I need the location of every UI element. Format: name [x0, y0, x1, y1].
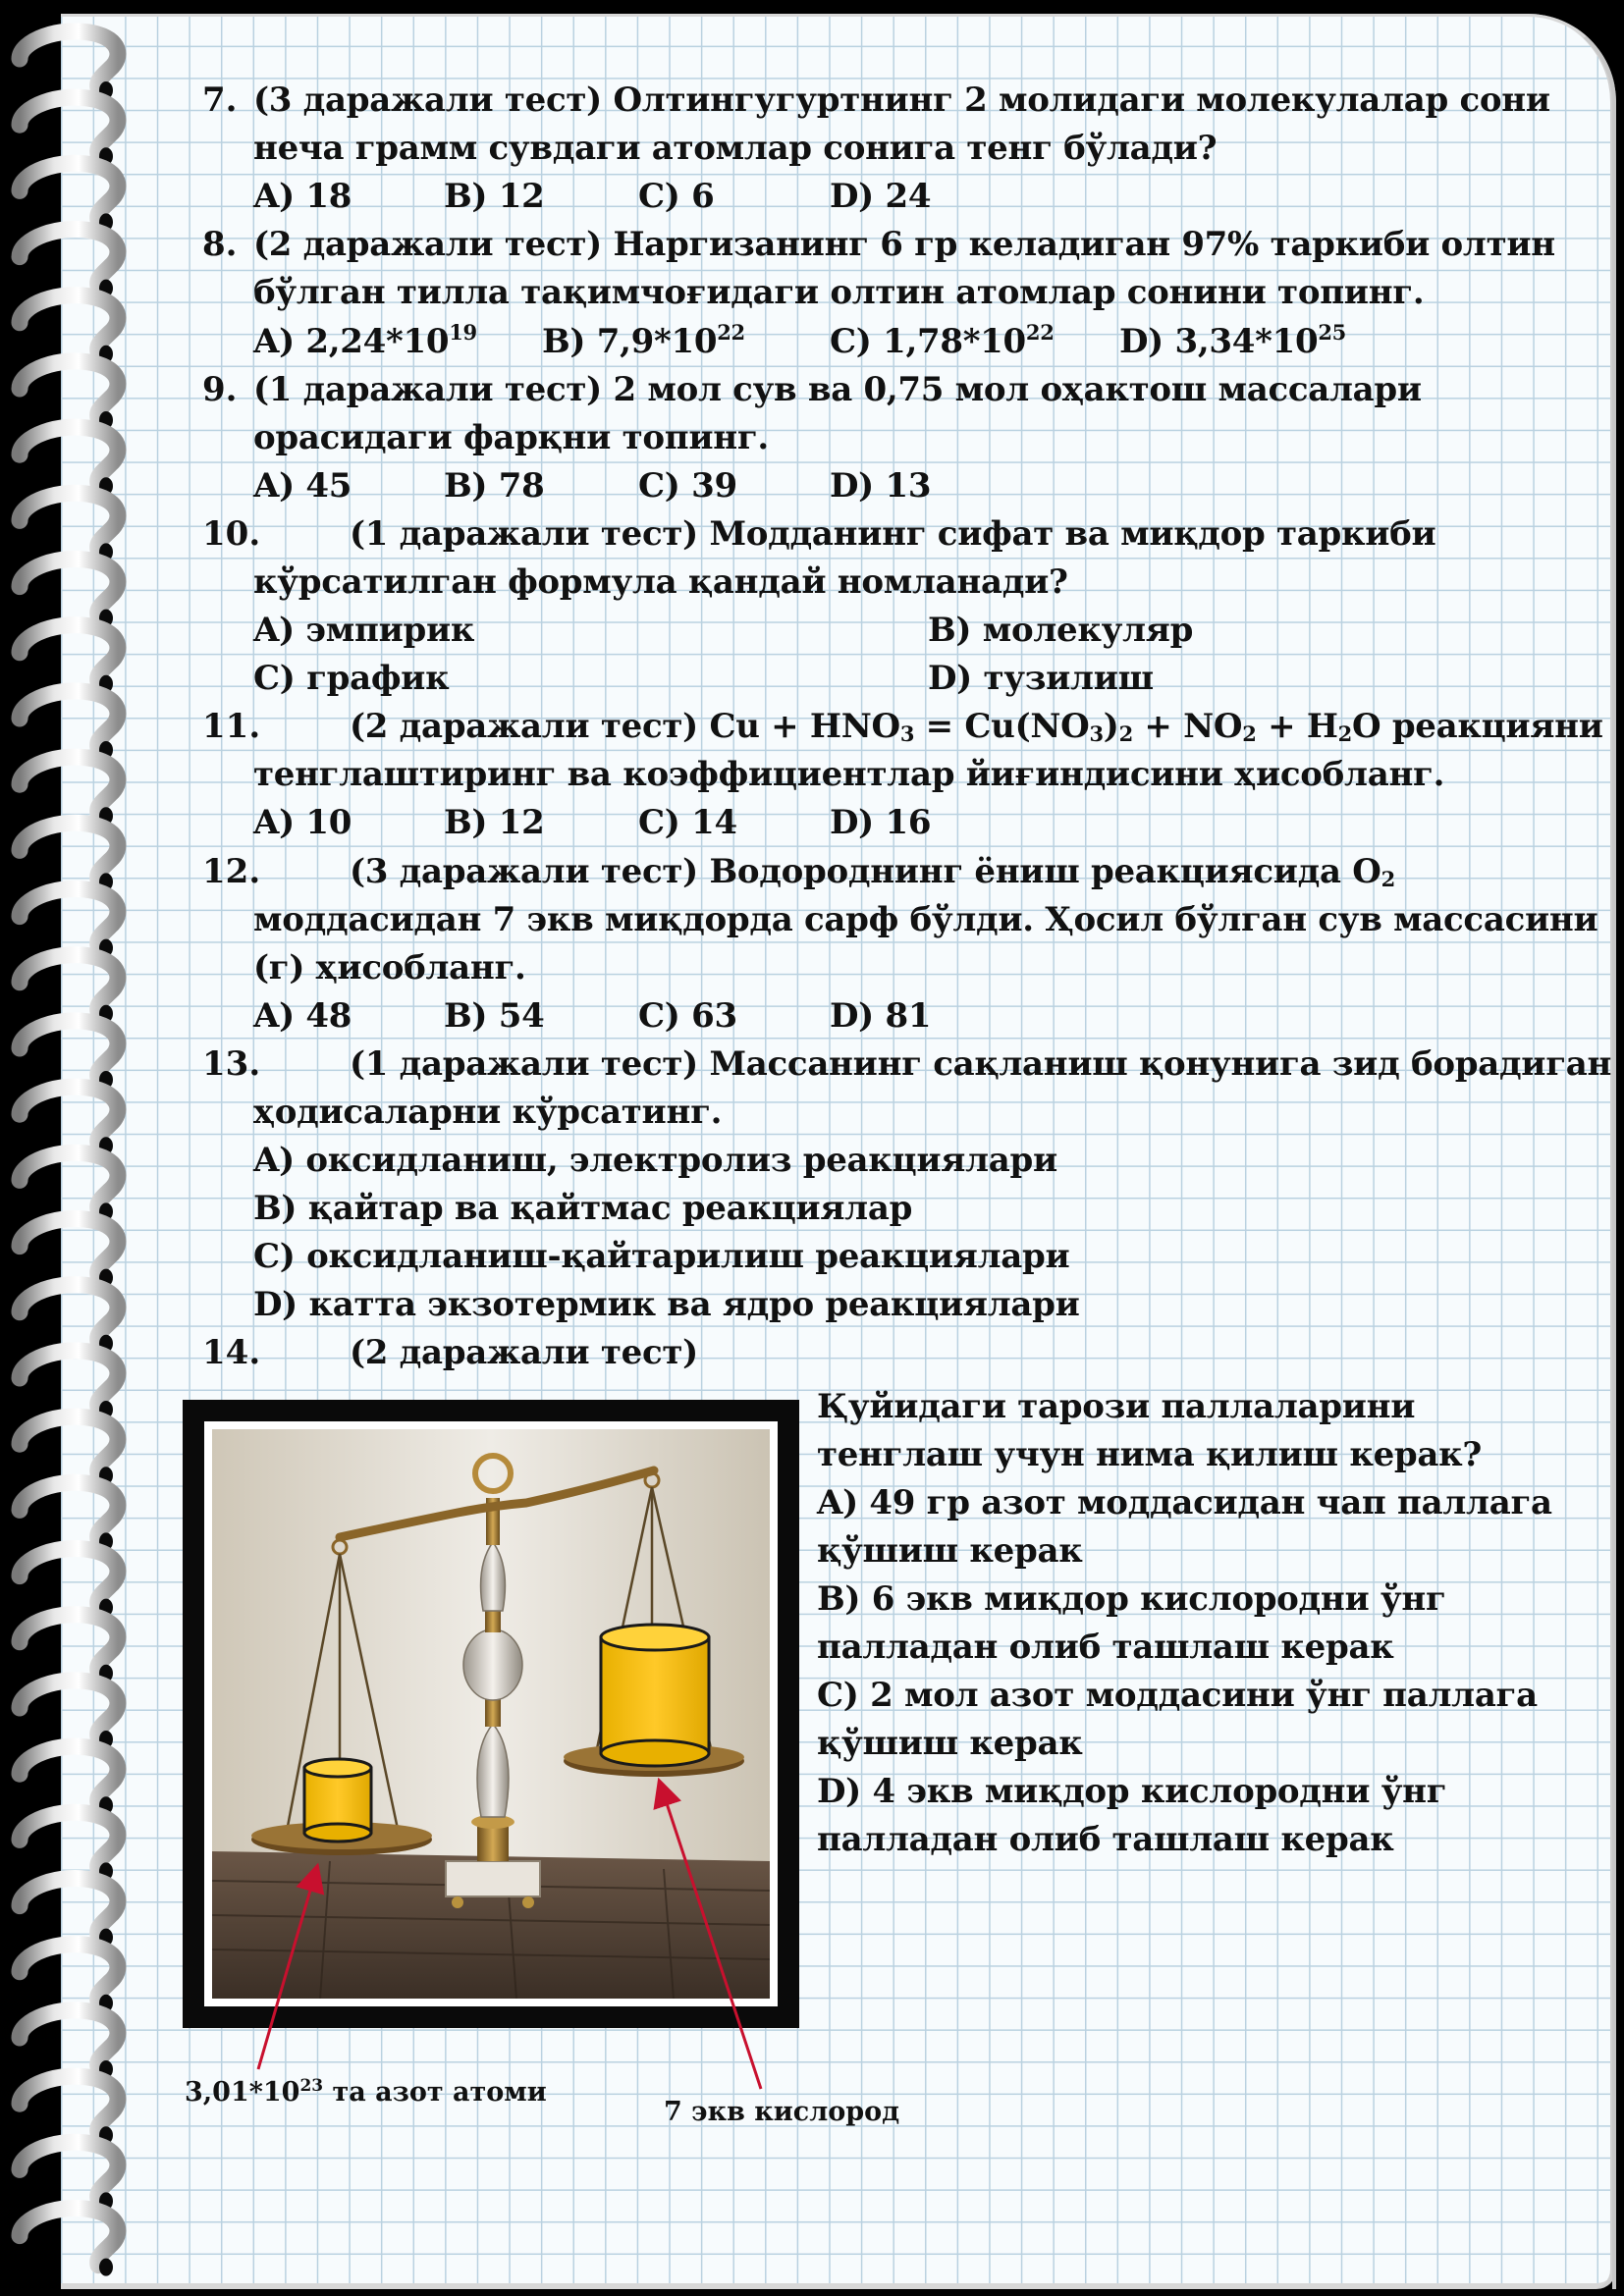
arrow-to-left-cylinder [258, 1877, 314, 2069]
question-13-stem-line2: ҳодисаларни кўрсатинг. [253, 1093, 723, 1132]
question-7-option-c: C) 6 [638, 177, 715, 216]
question-9-option-a: A) 45 [253, 466, 352, 506]
question-8-option-c: C) $1,78*10^{22}$ [830, 320, 1055, 361]
question-14-option-d: D) 4 экв миқдор кислородни ўнг [817, 1772, 1447, 1811]
question-10-option-c: C) график [253, 659, 450, 698]
question-14-option-c: C) 2 мол азот моддасини ўнг паллага [817, 1676, 1538, 1715]
question-11-stem-line2: тенглаштиринг ва коэффициентлар йиғиндисини ҳисобланг. [253, 755, 1445, 794]
question-14-option-a: A) 49 гр азот моддасидан чап паллага [817, 1483, 1552, 1522]
question-7-option-d: D) 24 [830, 177, 932, 216]
question-14-option-d-cont: палладан олиб ташлаш керак [817, 1820, 1394, 1859]
question-10-stem-line2: кўрсатилган формула қандай номланади? [253, 562, 1068, 602]
question-7-number: 7. [202, 80, 238, 120]
question-8-option-a: A) $2,24*10^{19}$ [253, 320, 477, 361]
question-12-option-b: B) 54 [444, 996, 545, 1036]
question-11-option-c: C) 14 [638, 803, 737, 842]
question-10-option-a: A) эмпирик [253, 611, 475, 650]
question-11-number: 11. [202, 707, 261, 746]
question-11-option-d: D) 16 [830, 803, 932, 842]
question-8-option-b: B) $7,9*10^{22}$ [542, 320, 745, 361]
question-14-option-b: B) 6 экв миқдор кислородни ўнг [817, 1579, 1446, 1619]
question-9-stem-line2: орасидаги фарқни топинг. [253, 418, 769, 457]
question-14-option-b-cont: палладан олиб ташлаш керак [817, 1628, 1394, 1667]
question-9-stem-line1: (1 даражали тест) 2 мол сув ва 0,75 мол оҳактош массалари [253, 370, 1422, 409]
question-9-number: 9. [202, 370, 238, 409]
question-12-stem-line2: моддасидан 7 экв миқдорда сарф бўлди. Ҳосил бўлган сув массасини [253, 900, 1598, 939]
question-13-stem-line1: (1 даражали тест) Массанинг сақланиш қонунига зид борадиган [350, 1044, 1612, 1084]
question-12-option-c: C) 63 [638, 996, 737, 1036]
question-14-text-line: тенглаш учун нима қилиш керак? [817, 1435, 1482, 1474]
question-9-option-b: B) 78 [444, 466, 545, 506]
question-11-stem-line1: (2 даражали тест) $Cu + HNO_3 = Cu(NO_3)_2 + NO_2 + H_2O$ реакцияни [350, 707, 1603, 746]
question-12-option-a: A) 48 [253, 996, 352, 1036]
left-pan-caption: $3,01*10^{23}$ та азот атоми [185, 2076, 547, 2108]
question-8-stem-line1: (2 даражали тест) Наргизанинг 6 гр келадиган 97% таркиби олтин [253, 225, 1555, 264]
question-10-stem-line1: (1 даражали тест) Модданинг сифат ва миқдор таркиби [350, 514, 1436, 554]
question-7-option-a: A) 18 [253, 177, 352, 216]
question-13-number: 13. [202, 1044, 261, 1084]
question-11-option-b: B) 12 [444, 803, 545, 842]
question-7-option-b: B) 12 [444, 177, 545, 216]
question-13-option-d: D) катта экзотермик ва ядро реакциялари [253, 1285, 1080, 1324]
question-10-option-d: D) тузилиш [928, 659, 1154, 698]
question-10-number: 10. [202, 514, 261, 554]
question-8-stem-line2: бўлган тилла тақимчоғидаги олтин атомлар сонини топинг. [253, 273, 1425, 312]
question-10-option-b: B) молекуляр [928, 611, 1194, 650]
question-8-option-d: D) $3,34*10^{25}$ [1119, 320, 1346, 361]
question-7-stem-line1: (3 даражали тест) Олтингугуртнинг 2 молидаги молекулалар сони [253, 80, 1550, 120]
question-9-option-d: D) 13 [830, 466, 932, 506]
question-9-option-c: C) 39 [638, 466, 737, 506]
question-12-stem-line1: (3 даражали тест) Водороднинг ёниш реакциясида $O_2$ [350, 852, 1395, 891]
right-pan-caption: 7 экв кислород [664, 2097, 900, 2127]
question-14-option-c-cont: қўшиш керак [817, 1724, 1083, 1763]
question-12-option-d: D) 81 [830, 996, 932, 1036]
question-13-option-a: A) оксидланиш, электролиз реакциялари [253, 1141, 1057, 1180]
arrow-to-right-cylinder [663, 1791, 761, 2089]
question-14-number: 14. [202, 1333, 261, 1372]
question-8-number: 8. [202, 225, 238, 264]
question-12-number: 12. [202, 852, 261, 891]
question-14-stem-line1: (2 даражали тест) [350, 1333, 698, 1372]
question-11-option-a: A) 10 [253, 803, 352, 842]
question-7-stem-line2: неча грамм сувдаги атомлар сонига тенг бўлади? [253, 129, 1218, 168]
question-13-option-b: B) қайтар ва қайтмас реакциялар [253, 1189, 913, 1228]
question-14-option-a-cont: қўшиш керак [817, 1531, 1083, 1571]
question-14-text-line: Қуйидаги тарози паллаларини [817, 1387, 1416, 1426]
question-12-stem-line3: (г) ҳисобланг. [253, 948, 526, 988]
question-13-option-c: C) оксидланиш-қайтарилиш реакциялари [253, 1237, 1070, 1276]
